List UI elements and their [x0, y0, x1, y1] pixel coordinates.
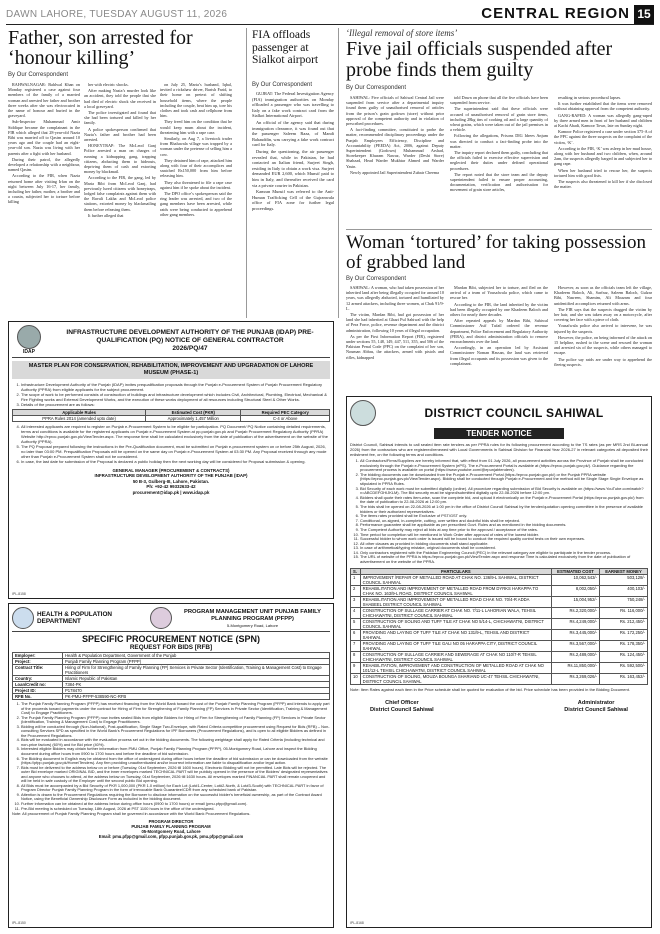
story1-byline: By Our Correspondent	[8, 72, 69, 78]
page-number: 15	[634, 5, 654, 24]
paragraph: During their patrol, the allegedly developed a relationship with a neighbour, named Qasim.	[8, 156, 80, 173]
paragraph: According to the FIR, when Nazia returned home after visiting Irfan on the night between July 16-17, her family, including her father, mother, a brother and a cousin, subjected her to torture before killing	[8, 173, 80, 205]
paragraph: They freed him on the condition that he would keep mum about the incident, threatening him with a rape case.	[160, 119, 232, 135]
table-cell: Project:	[13, 659, 63, 665]
paragraph: The FIR says that the suspects dragged the victim by her hair, and she was taken away on a motorcycle, after covering her face with a piece of cloth.	[554, 306, 652, 323]
table-cell: Approximately 1,457 Million	[146, 416, 241, 422]
divider	[346, 229, 652, 230]
pfpp-rfb-title: REQUEST FOR BIDS [RFB]	[129, 644, 213, 651]
list-item: 4. Bidders shall quote their rates item-wise, scan the complete bid, and upload it electronically on the Punjab e-Procurement Portal (https://eproc.punjab.gov.pk/) from the date of publication to 22-08-2026 at 12:00 pm.	[360, 496, 648, 505]
story2-byline: By Our Correspondent	[252, 82, 313, 88]
table-cell: 10	[351, 673, 361, 684]
table-cell: Rs. 124,450/-	[600, 651, 648, 662]
list-item: 5. The bids shall be opened on 22-08-2026 at 1:00 pm in the office of District Council Sahiwal by the tender/quotation opening committee in the presence of available bidders or their authorized representatives.	[360, 505, 648, 514]
table-row	[13, 416, 330, 422]
list-item: 3. Details of the procurement are as follows:	[21, 402, 330, 407]
table-cell: 3	[351, 596, 361, 607]
table-row	[351, 640, 648, 651]
text-line: GENERAL MANAGER (PROCUREMENT & CONTRACTS)	[112, 468, 230, 473]
paragraph: A fact-finding committee, constituted to probe the matter, recommended disciplinary proceedings under the Punjab Employees Efficiency, Discipline and Accountability (PEEDA) Act, 2006, against Deputy Superintendent (Godown) Muhammad Arshad, Storekeeper Khuram Nawaz, Warder (Deshi Store) Shahzad, Head Warder Mukhtar Ahmed and Warder Yasin.	[346, 127, 444, 169]
story4-column-1	[346, 285, 444, 391]
table-header-cell: PARTICULARS	[360, 568, 551, 574]
list-item: 12. All other clauses as provided in bidding documents shall stand applicable.	[360, 542, 648, 547]
list-item: 3. Bid Security of each work must be submitted digitally (online). All procedure regarding submission of Bid Security is available on (https://www.YouTube.com/watch?v=ABCDEFGHIJKLM). The Bid security must be signed/submitted digitally upto 22-08-2026 before 12:00 pm.	[360, 487, 648, 496]
table-cell: Contract Title:	[13, 665, 63, 676]
table-row	[351, 662, 648, 673]
paragraph: After making Nazia’s murder look like an accident, they told the people that she had died of electric shock she received in a local graveyard.	[84, 88, 156, 109]
story4-column-3	[554, 285, 652, 391]
idap-points-2	[12, 424, 330, 464]
list-item: 5. Interested eligible Bidders may obtain further information from PMU Office, Punjab Family Planning Program (PFPP), 05-Montgomery Road, Lahore and inspect the Bidding document during office hours from 0900 to 1700 hours and before the deadline of bid submission.	[21, 747, 330, 756]
list-item: 6. The Bidding document in English may be obtained from the office of undersigned during office hours before the deadline of bid submission or can be downloaded from the website (https://pfpp.punjab.gov.pk/Home/Tenders). Any firm providing unauthenticated and/or incorrect information are liable to disqualification and/or legal action.	[21, 757, 330, 766]
paragraph: An official of the agency said that during immigration clearance, it was found out that the passenger Saleem Raza, of Mandi Bahauddin, was carrying a fake work contract card for Italy.	[252, 119, 334, 148]
table-row	[351, 618, 648, 629]
paragraph: RAHWALNAGAR: Bahlwal Khan on Monday registered a case against four members of the family of a married woman and arrested her father and brother three weeks after she was electrocuted in the name of honour and buried in the graveyard.	[8, 82, 80, 119]
dcs-sign-left	[370, 700, 434, 714]
idap-logo-icon	[17, 325, 41, 349]
paragraph: Kamoor Police registered a case under section 375-A of the PPC against the three suspects on the complaint of the victim, ‘K’.	[554, 129, 652, 145]
table-cell: Rs.2,489,000/-	[552, 651, 600, 662]
table-cell: Rs.3,445,000/-	[552, 629, 600, 640]
idap-logo	[12, 325, 46, 355]
table-row	[351, 651, 648, 662]
table-row	[351, 673, 648, 684]
text-line: PUNJAB FAMILY PLANNING PROGRAM	[131, 823, 211, 829]
paragraph: Newly appointed Jail Superintendent Zubair Cheema	[350, 169, 439, 175]
list-item: 13. In case of arithmetical/typing mistake, original documents shall be considered.	[360, 546, 648, 551]
table-cell: Rs. 212,450/-	[600, 618, 648, 629]
paragraph: They detained him of rape, attacked him along with four of their accomplices and snatched Rs150,000 from him before releasing him.	[160, 157, 232, 179]
list-item: 6. The items rates provided shall be Exclusive of PST/GST only.	[360, 514, 648, 519]
table-cell: Rs.11,850,000/-	[552, 662, 600, 673]
list-item: 1. Infrastructure Development Authority of the Punjab (IDAP) invites prequalification proposals through the Punjab e-Procurement System of Punjab Procurement Regulatory Authority (PPRA) from eligible applicants for the subject procurement.	[21, 382, 330, 392]
list-item: 15. The URL of website of the PPRA is https://eproc.punjab.gov.pk/ViewTender.aspx and response Time is calculated exclusively from the date of publication of advertisement on the website of the PPRA.	[360, 555, 648, 564]
table-header-cell: Estimated Cost (PKR)	[146, 410, 241, 416]
story3-column-2	[450, 95, 548, 225]
table-cell: Punjab Family Planning Program (PFPP)	[63, 659, 330, 665]
table-cell: Rs.2,320,000/-	[552, 607, 600, 618]
table-row	[351, 607, 648, 618]
table-cell: Rs.4,249,000/-	[552, 618, 600, 629]
story1-column-3	[160, 82, 232, 318]
story1-headline: Father, son arrested for ‘honour killing’	[8, 27, 193, 69]
table-cell: Islamic Republic of Pakistan	[63, 676, 330, 682]
list-item: 4. All interested applicants are required to register on Punjab e-Procurement System to be eligible for participation. PQ Document/ PQ Notice containing detailed requirements, terms and conditions is available for the registered applicants on Punjab e-Procurement System at pp.punjab.gov.pk and Punjab Procurement Regulatory Authority (PPRA) Website http://eproc.punjab.gov.pk/ViewTender.aspx. The response time shall be calculated exclusively from the date of publication of the advertisement on the website of the Authority (PPRA).	[21, 424, 330, 444]
pfpp-left-title: HEALTH & POPULATION DEPARTMENT	[37, 611, 113, 625]
table-cell: Hiring of Firm for Strengthening of Family Planning (FP) Services in Private Sector (Identification, Training & Management Cost) to Engage Practitioners	[63, 665, 330, 676]
paragraph: The superintendent said that these officials were accused of unauthorised removal of grain store items, including 28kg tins of cooking oil and a large quantity of wheat grains, which were taken out of the jail premises in a vehicle.	[450, 106, 548, 133]
dcs-points	[350, 459, 648, 565]
dcs-table-body	[351, 574, 648, 684]
list-item: 11. Pre-Bid meeting is scheduled on Tuesday, 18th August, 2026 at PST 1100 hours in the office of the undersigned.	[21, 807, 330, 812]
dcs-ipl: IPL-8168	[350, 921, 364, 925]
pfpp-points	[12, 702, 330, 811]
dcs-note: Note: Item Rates against each item in the Price schedule shall be quoted for evaluation of the bid. Price schedule has been provided in the Bidding Document.	[350, 686, 630, 692]
table-cell: Rs.3,567,000/-	[552, 640, 600, 651]
list-item: 2. The Punjab Family Planning Program (PFPP) now invites sealed Bids from eligible Bidders for Hiring of Firm for Strengthening of Family Planning (FP) Services in Private Sector (Identification, Training & Management Cost) to Engage Practitioners.	[21, 716, 330, 725]
table-cell: 8,002,050/-	[552, 585, 600, 596]
list-item: 14. Only contractors registered with the Pakistan Engineering Council (PEC) in the relevant category are eligible to participate in the tender process.	[360, 551, 648, 556]
table-cell: CONSTRUCTION OF SULLAGE CARRIER AT CHAK NO. 7/11-L LAHORIAN WALA, TEHSIL CHICHAWATNI, DISTRICT COUNCIL SAHIWAL	[360, 607, 551, 618]
text-line: Chief Officer	[385, 699, 419, 706]
text-line: Email: pmu.pfpp@gmail.com, pfpp.punjab.gov.pk, pmu.pfpp@gmail.com	[98, 833, 244, 839]
text-line: 50 B-3, Gulberg-III, Lahore, Pakistan.	[132, 478, 210, 484]
paragraph: resulting in serious procedural lapses.	[558, 95, 622, 100]
table-cell: Health & Population Department, Government of the Punjab	[63, 653, 330, 659]
text-line: District Council Sahiwal	[564, 706, 628, 713]
table-row	[351, 574, 648, 585]
idap-table	[12, 409, 330, 422]
paragraph: It further alleged that	[88, 212, 124, 218]
paragraph: According to the FIR, ‘K’ was asleep in her mud house, along with her husband and two children, when, around 2am, the suspects allegedly barged in and subjected her to gang rape.	[554, 145, 652, 167]
table-cell: P178470	[63, 688, 330, 694]
divider	[338, 28, 339, 318]
paragraph: GUJRAT: The Federal Investigation Agency (FIA) immigration authorities on Monday offloaded a passenger who was travelling to Italy on a fake work contract card from the Sialkot International Airport.	[252, 91, 334, 119]
table-cell: C-4 or Above	[241, 416, 330, 422]
text-line: Administrator	[577, 699, 615, 706]
paragraph: After repeated appeals by Mardan Bibi, Sahiwal Commissioner Asif Tufail ordered the revenue department, Police Enforcement and Regulatory Authority (PERA), and district administration officials to remove encroachments over the land.	[450, 318, 548, 345]
paragraph: Accordingly, in an operation led by Assistant Commissioner Noman Hassan, the land was retrieved from illegal occupants and its possession was given to the complainant.	[450, 345, 548, 366]
story3-column-3	[554, 95, 652, 225]
table-cell: 400,103/-	[600, 585, 648, 596]
table-cell: CONSTRUCTION OF SOLING AND TUFF TILE AT CHAK NO 5/14-L, CHICHAWATNI, DISTRICT COUNCIL SAHIWAL	[360, 618, 551, 629]
paragraph: GANG-RAPED: A woman was allegedly gang-raped by three armed men in front of her husband and children at Kachi Abadi, Kamoor Town, late on Sunday night.	[554, 112, 652, 129]
paragraph: Kamran Munsif was referred to the Anti-Human Trafficking Cell of the Gujranwala office of FIA zone for further legal proceedings.	[252, 189, 334, 211]
story1-column-1	[8, 82, 80, 318]
paragraph: told Dawn on phone that all the five officials have been suspended from service.	[450, 95, 548, 106]
pfpp-info-table	[12, 652, 330, 700]
paragraph: SAHIWAL: A woman, who had taken possession of her inherited land after being illegally occupied for around 10 years, was allegedly abducted, tortured and humiliated by 12 armed attackers, including three women, at Chak 91/9-L.	[346, 285, 444, 311]
table-cell: Project ID:	[13, 688, 63, 694]
idap-points	[12, 382, 330, 407]
table-cell: CONSTRUCTION OF SOLING, MOUZA BOUNGA SHARIAND UC-47 TEHSIL CHICHAWATNI, DISTRICT COUNCIL SAHIWAL	[360, 673, 551, 684]
table-cell: Employer:	[13, 653, 63, 659]
paragraph: Sub-Inspector Muhammad Amir Siddique became the complainant in the FIR which alleged that 28-year-old Nazia Bibi was married off to Qasim around 10 years ago and the couple had an eight-year-old son. Nazia was living with her parents after a fight with her husband.	[8, 119, 80, 156]
paragraph: on July 25, Maria’s husband, Iqbal, invited a rickshaw driver, Barish Farid, to their home on pretext of shifting household items, where the people including the couple, beat him up, tore his clothes and took cash and cellphone from him.	[160, 82, 232, 119]
pfpp-info-body	[13, 653, 330, 700]
table-cell: 2	[351, 585, 361, 596]
table-cell: PK-PMU-PFPP-538590-NC-RFB	[63, 694, 330, 700]
dateline: DAWN LAHORE, TUESDAY AUGUST 11, 2026	[6, 9, 228, 20]
pfpp-address: 5-Montgomery Road, Lahore	[226, 622, 279, 628]
text-line: procurement@idap.pk | www.idap.pk	[132, 489, 210, 495]
paragraph: Mardan Bibi, subjected her to torture, and fled on the arrival of a team of Yousafwala police, which came to rescue her.	[450, 285, 548, 301]
table-row	[13, 694, 330, 700]
table-header-cell: EARNEST MONEY	[600, 568, 648, 574]
table-cell: CONSTRUCTION OF SULLAGE CARRIER AND SEWERAGE AT CHAK NO 110/7-R TEHSIL CHICHAWATNI, DISTRICT COUNCIL SAHIWAL	[360, 651, 551, 662]
table-cell: Rs.3,269,026/-	[552, 673, 600, 684]
dcs-intro: District Council, Sahiwal intends to call sealed item rate tenders as per PPRA rules for its following procurement according to the TS rates (as per MRS 2nd Bi-annual 2026) from the contractors who are registered/renewed with Local Governments in Sahiwal Division for Financial Year 2026-27 in relevant categories all deposited their enlistment fee, on the following terms and conditions.	[350, 442, 648, 457]
list-item: 7. Bids must be delivered to the address below on or before (Tuesday, 01st September, 2026 till 1600 hours). Electronic Bidding will not be permitted. Late Bids will be rejected. The outer Bid envelope marked ORIGINAL BID, and the inner envelopes marked TECHNICAL PART will be publicly opened in the presence of the Bidders’ designated representatives and anyone who chooses to attend, at the address below on Tuesday, 01st September, 2026 till 1630 hours. All envelopes marked FINANCIAL PART shall remain unopened and will be held in safe custody of the Employer until the second public Bid opening.	[21, 766, 330, 784]
table-cell: IMPROVEMENT /REPAIR OF METALLED ROAD AT CHAK NO. 136/9-L SAHIWAL, DISTRICT COUNCIL SAHIWAL	[360, 574, 551, 585]
table-cell: PROVIDING AND LAYING OF TUFF TILE AT CHAK NO 131/9-L, TEHSIL AND DISTRICT SAHIWAL	[360, 629, 551, 640]
paragraph: A police spokesperson confirmed that Nazia’s father and brother had been arrested.	[84, 126, 156, 143]
story2-headline: FIA offloads passenger at Sialkot airport	[252, 29, 319, 66]
table-cell: Rs. 163,452/-	[600, 673, 648, 684]
pfpp-spn-title: SPECIFIC PROCUREMENT NOTICE (SPN)	[81, 634, 260, 644]
story3-kicker: ‘Illegal removal of store items’	[346, 28, 458, 38]
dcs-notice	[346, 396, 652, 928]
paragraph: According to the FIR, the land inherited by the victim had been illegally occupied by one Khadeem Baloch and others for nearly three decades.	[450, 301, 548, 318]
table-cell: REHABILITATION, IMPROVEMENT AND CONSTRUCTION OF METALLED ROAD AT CHAK NO 101/12-L TEHSIL CHICHAWATNI, DISTRICT COUNCIL SAHIWAL	[360, 662, 551, 673]
idap-notice	[8, 321, 334, 599]
paragraph: Following the allegations, Prisons DIG Idrees Anjum was directed to conduct a fact-finding probe into the matter.	[450, 133, 548, 149]
list-item: 5. The PQ Proposal prepared following the instructions in the Pre-Qualification document, must be submitted on Punjab e-procurement system on or before 25th August, 2026, no later than 03:00 PM. Prequalification Proposals will be opened on the same day on Punjab e-Procurement System at 03:30 PM. Any Proposal received through any mode other than Punjab e-Procurement System shall not be considered.	[21, 444, 330, 459]
list-item: 2. The scope of work to be performed consists of construction of buildings and infrastructure development which includes Civil, Architectural, Plumbing, Electrical, Mechanical & Fire Fighting works and External Development Works, and the execution of these works deployment of all resources including Structural Steel & Other Works.	[21, 392, 330, 402]
story4-headline: Woman ‘tortured’ for taking possession of grabbed land	[346, 232, 646, 273]
table-row	[13, 665, 330, 676]
page-header	[6, 5, 654, 25]
table-row	[351, 596, 648, 607]
paragraph: The police investigated and found that she had been tortured and killed by her family.	[84, 110, 156, 126]
list-item: 10. Further information can be obtained at the address below during office hours (0900 to 1700 hours) or email (pmu.pfpp@gmail.com).	[21, 802, 330, 807]
list-item: 8. Performance guarantee shall be applicable as per prescribed Govt. Rules and as mentioned in the bidding documents.	[360, 523, 648, 528]
table-header-cell: Required PEC Category	[241, 410, 330, 416]
paragraph: According to the FIR, the gang, led by Maria Bibi from McLeod Ganj, had previously lured citizens with honeytraps, lodged false complaints against them with the Ravali Lakha and McLeod police stations, extorted money by blackmailing them before releasing them.	[84, 175, 156, 212]
paragraph: Yousafwala police also arrived to intervene, he was injured by the suspects.	[554, 323, 652, 334]
paragraph: her with electric shocks.	[88, 82, 129, 87]
paragraph: The police say raids are under way to apprehend the fleeing suspects.	[554, 356, 652, 367]
pfpp-ipl: IPL-8150	[12, 921, 26, 925]
story3-column-1	[346, 95, 444, 225]
story4-column-2	[450, 285, 548, 391]
paragraph: However, the police, on being informed of the attack on 15 helpline, rushed to the scene and rescued the woman and arrested six of the suspects, while others managed to escape.	[554, 334, 652, 356]
list-item: 1. All Contractors/Firms/Suppliers are hereby informed that, with effect from 01 July 2026, all procurement activities across the Province of Punjab shall be conducted exclusively through the Punjab e-Procurement System (ePS). The e-Procurement Portal is available at (https://eproc.punjab.gov.pk/). Guidance regarding the procurement process is available on portal (https://www.youtube.com/@epunjabtenders).	[360, 459, 648, 473]
table-cell: 503,128/-	[600, 574, 648, 585]
paragraph: The report noted that the store team and the deputy superintendent failed to ensure proper accounting, documentation, verification and authorisation for movement of grain store articles,	[450, 171, 548, 193]
paragraph: However, as soon as the officials team left the village, Khadeem Baloch, Ali, Sarfraz, Saleem Baloch, Gulzar Bibi, Nasreen, Shamim, Ali Moazam and four unidentified accomplices returned with arms.	[554, 285, 652, 306]
table-cell: PPRA Rules 2014 (amended upto date)	[13, 416, 146, 422]
table-cell: REHABILITATION AND IMPROVEMENT OF METALLED ROAD FROM DYRKS HARAPPA TO CHAK NO. 163/9-L ROAD, DISTRICT COUNCIL SAHIWAL	[360, 585, 551, 596]
table-cell: 5	[351, 618, 361, 629]
list-item: 4. Bids will be evaluated in accordance with the evaluation process set out in the bidding documents. The following weightage shall apply for Rated Criteria (including technical and non-price factors) (60%) and for Bid price (40%).	[21, 738, 330, 747]
table-cell: 15,004,952/-	[552, 596, 600, 607]
pfpp-signoff	[12, 819, 330, 839]
table-cell: Rs. 116,000/-	[600, 607, 648, 618]
paragraph: They also threatened to file a rape case against him if he spoke about the incident.	[160, 179, 232, 190]
idap-signoff	[12, 468, 330, 495]
pfpp-notice	[8, 603, 334, 928]
table-cell: 4	[351, 607, 361, 618]
list-item: 11. Successful bidder to whom work order is issued will be bound to conduct the required quality control tests on their own expenses.	[360, 537, 648, 542]
paragraph: The DPO office’s spokesperson said the ring leader was arrested, and two of the gang members have been arrested, while raids were being conducted to apprehend other gang members.	[160, 191, 232, 217]
story3-headline: Five jail officials suspended after probe finds them guilty	[346, 38, 613, 81]
table-cell: PROVIDING AND LAYING OF TUFF TILE GALI NO 05 HARAPPA CITY, DISTRICT COUNCIL SAHIWAL	[360, 640, 551, 651]
dcs-works-table	[350, 568, 648, 685]
table-cell: 750,248/-	[600, 596, 648, 607]
district-council-logo-icon	[350, 400, 376, 426]
story3-byline: By Our Correspondent	[346, 85, 407, 91]
list-item: 6. In case, the last date for submission of the Proposal is declared a public holiday then the next working day will be considered for Proposal submission & opening.	[21, 459, 330, 464]
list-item: 10. Time period for completion will be mentioned in Work Order after approval of rates of the lowest bidder.	[360, 533, 648, 538]
paragraph: The suspects also threatened to kill her if she disclosed the matter.	[554, 179, 652, 190]
pfpp-right-title: PROGRAM MANAGEMENT UNIT PUNJAB FAMILY PLANNING PROGRAM (PFPP)	[184, 608, 321, 622]
paragraph: When her husband tried to rescue her, the suspects tortured him with good fists.	[554, 167, 652, 178]
idap-title: INFRASTRUCTURE DEVELOPMENT AUTHORITY OF THE PUNJAB (IDAP) PRE-QUALIFICATION (PQ) NOTICE OF GENERAL CONTRACTOR	[66, 328, 314, 344]
paragraph: SAHIWAL: Five officials of Sahiwal Central Jail were suspended from service after a departmental inquiry found them guilty of unauthorised removal of articles from the prison’s grain godown (store) without prior approval of the competent authority and in violation of prescribed procedures.	[346, 95, 444, 127]
list-item: 2. The bidding documents can be downloaded from the Punjab e-Procurement Portal (https://eproc.punjab.gov.pk/) or the Punjab PPRA website (https://eproc.punjab.gov.pk/ViewTender.aspx). Bidding shall be conducted through Punjab e-Procurement and the method will be Single Stage Single Envelope as stipulated in PPRA Rules.	[360, 473, 648, 487]
story1-column-2	[84, 82, 156, 318]
paragraph: Similarly, on Aug 7, a livestock trader from Bhaluwala village was trapped by a woman under the pretense of selling him a cow.	[160, 136, 232, 157]
table-cell: 7384-PK	[63, 682, 330, 688]
list-item: 9. The Competent Authority may reject all bids at any time prior to the approval / acceptance of the rates.	[360, 528, 648, 533]
table-cell: 10,062,543/-	[552, 574, 600, 585]
list-item: 8. All Bids must be accompanied by a Bid Security of PKR 1,000,000 (PKR 1.0 million) for Each Lot (Lot#1-Center, Lot#2-North, & Lot#3-South) with TECHNICAL PART in favor of Program Director Punjab Family Planning Program in the form of irrevocable Bank Guarantee/CDR from any scheduled bank of Pakistan.	[21, 784, 330, 793]
text-line: 05-Montgomery Road, Lahore	[141, 828, 201, 834]
table-header-cell: Applicable Rules	[13, 410, 146, 416]
paragraph: During the questioning, the air passenger revealed that, while in Pakistan, he had contacted an Italian friend, Surjeet Singh, residing in Italy to obtain a work visa. Surjeet demanded EUR 2,600, which Munsif paid to him in Italy, and thereafter received the card via a private courier in Pakistan.	[252, 148, 334, 188]
pfpp-note: Note: All procurement of Punjab Family Planning Program shall be governed in accordance with the World Bank Procurement Regulations.	[12, 811, 251, 817]
table-cell: 1	[351, 574, 361, 585]
table-cell: Rs. 592,500/-	[600, 662, 648, 673]
table-cell: Country:	[13, 676, 63, 682]
paragraph: The inquiry report declared them guilty, concluding that the officials failed to exercise effective supervision and neglected their duties under defined operational procedures.	[450, 150, 548, 171]
list-item: 1. The Punjab Family Planning Program (PFPP) has received financing from the World Bank toward the cost of the Punjab Family Planning Program (PFPP) and intends to apply part of the proceeds toward payments under the contract for Hiring of Firm for Strengthening of Family Planning (FP) Services in Private Sector (Identification, Training & Management Cost) to Engage Practitioners.	[21, 702, 330, 716]
text-line: INFRASTRUCTURE DEVELOPMENT AUTHORITY OF THE PUNJAB (IDAP)	[94, 473, 248, 479]
paragraph: The victim, Mardan Bibi, had got possession of her land she had inherited at Ghazi Pul Sahiwal with the help of Pera Force, police, revenue department and the district administration, following 10 years of illegal occupation.	[346, 312, 444, 333]
idap-ref: 2026/PQ/47	[172, 344, 208, 352]
table-cell: Loan/Credit no:	[13, 682, 63, 688]
table-row	[351, 629, 648, 640]
text-line: Ph: +92-42 99332633-42	[146, 484, 196, 490]
table-cell: 7	[351, 640, 361, 651]
divider	[246, 28, 247, 318]
dcs-title: DISTRICT COUNCIL SAHIWAL	[424, 406, 604, 420]
dcs-sign-right	[564, 700, 628, 714]
text-line: District Council Sahiwal	[370, 706, 434, 713]
paragraph: It was further established that the items were removed without obtaining approval from the competent authority.	[554, 101, 652, 112]
pfpp-logo-icon	[150, 607, 172, 629]
list-item: 3. Bidding will be conducted through (Non-National), Post-qualification, Single Stage Two-Envelope, with Rated Criteria competitive procurement using Request for Bids (RFB) – Non-consulting Services SPD as specified in the World Bank’s Procurement Regulations for IPF Borrowers (Procurement Regulations), and is open to all eligible Bidders as defined in the Procurement Regulations.	[21, 725, 330, 739]
text-line: PROGRAM DIRECTOR	[148, 818, 194, 824]
story4-byline: By Our Correspondent	[346, 276, 407, 282]
idap-logo-label: IDAP	[23, 349, 35, 355]
table-cell: 9	[351, 662, 361, 673]
table-cell: 8	[351, 651, 361, 662]
list-item: 7. Conditional, un-signed, in-complete, cutting, over written and doubtful bids shall be rejected.	[360, 519, 648, 524]
idap-ipl: IPL-8158	[12, 592, 26, 596]
table-header-cell: ESTIMATED COST	[552, 568, 600, 574]
idap-subtitle: MASTER PLAN FOR CONSERVATION, REHABILITATION, IMPROVEMENT AND UPGRADATION OF LAHORE MUSEUM (PHASE-1)	[12, 361, 330, 379]
table-cell: RFB No.	[13, 694, 63, 700]
list-item: 9. Attention is drawn to the Procurement Regulations requiring the Borrower to disclose information on the successful bidder’s beneficial ownership, as part of the Contract Award Notice, using the Beneficial Ownership Disclosure Form as included in the bidding document.	[21, 793, 330, 802]
table-cell: Rs. 178,350/-	[600, 640, 648, 651]
table-cell: 6	[351, 629, 361, 640]
table-cell: Rs. 172,250/-	[600, 629, 648, 640]
paragraph: HONEYTRAP: The McLeod Ganj Police arrested a man on charges of running a kidnapping gang, trapping citizens, abducting them to hideouts, depriving them of cash and extorting money by blackmail.	[84, 143, 156, 175]
table-row	[351, 585, 648, 596]
punjab-logo-icon	[12, 607, 34, 629]
paragraph: As per the First Information Report (FIR), registered under sections 55, 148, 149, 447, 511, 355, and 506 of the Pakistan Penal Code (PPC) on the complaint of her son, Nouman Abbas, the attackers, armed with pistols and rifles, kidnapped	[346, 333, 444, 360]
section-title: CENTRAL REGION	[481, 5, 630, 22]
table-cell: REHABILITATION AND IMPROVEMENT OF METALLED ROAD CHAK NO. 70/4-R ADDA SHABEEL DISTRICT COUNCIL SAHIWAL	[360, 596, 551, 607]
dcs-subtitle: TENDER NOTICE	[434, 428, 564, 439]
story2-column	[252, 91, 334, 318]
table-header-cell: S.	[351, 568, 361, 574]
